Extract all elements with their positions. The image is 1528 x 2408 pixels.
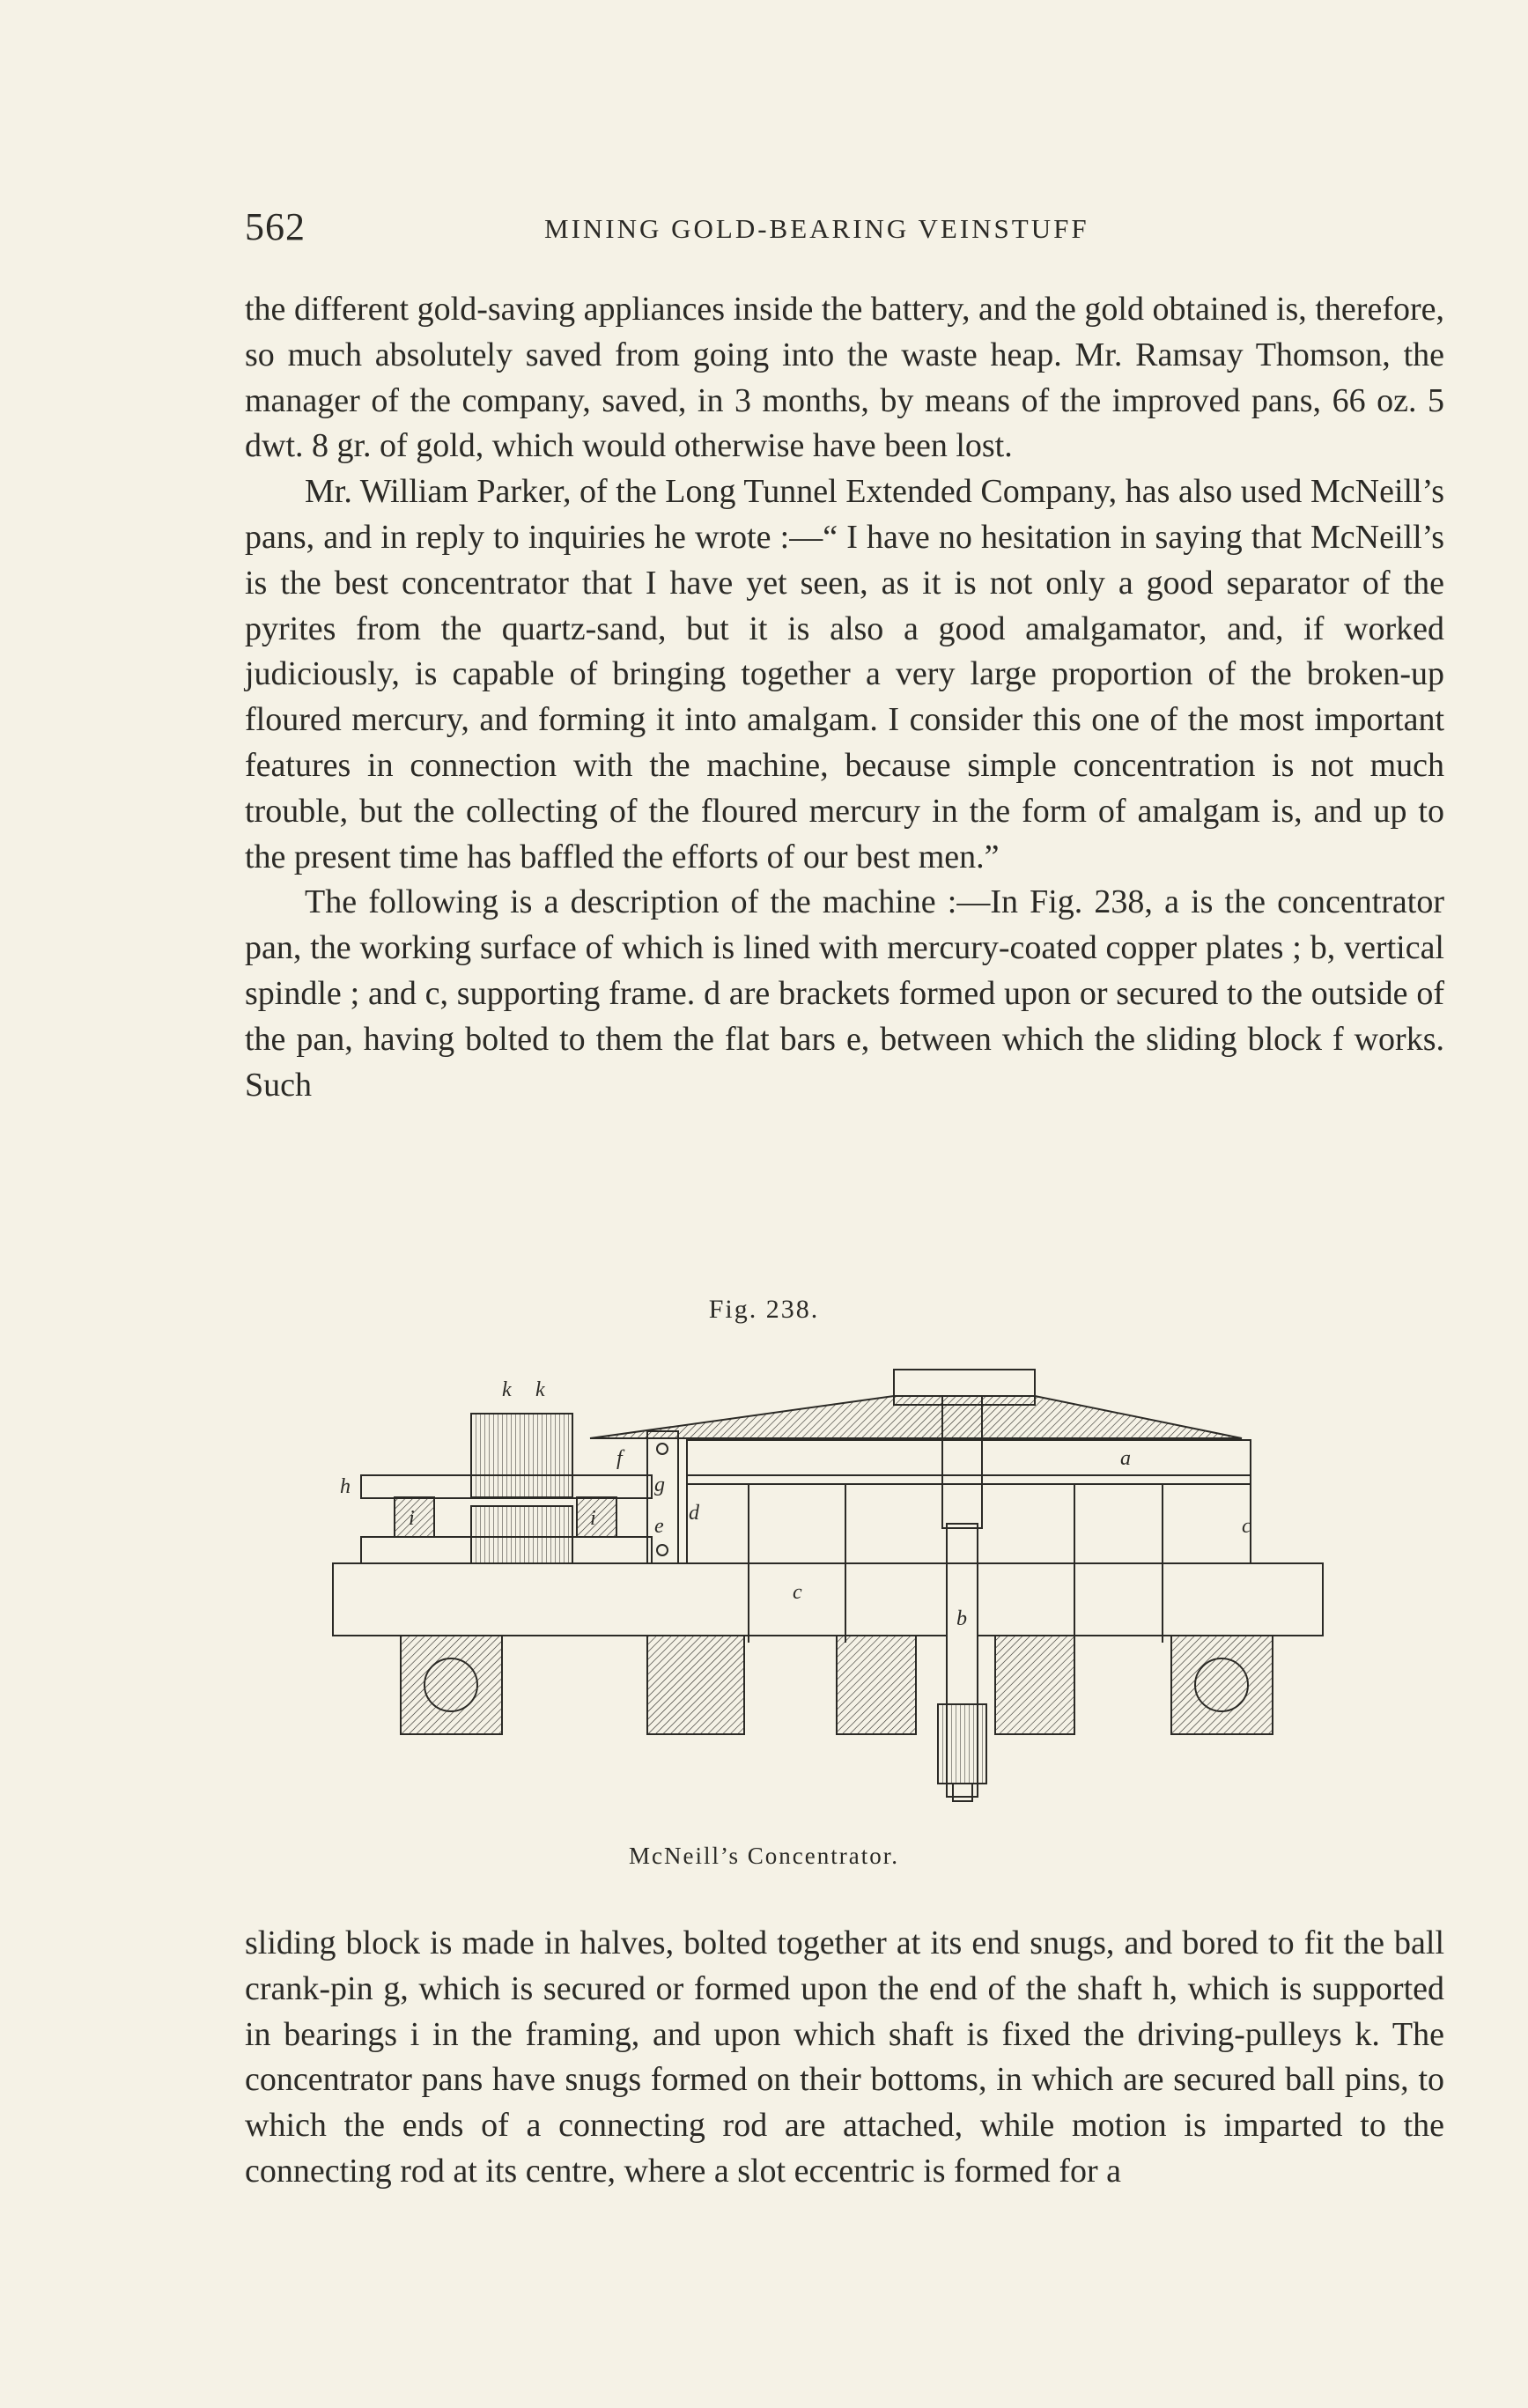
paragraph: Mr. William Parker, of the Long Tunnel Extended Company, has also used McNeill’s pans, and in reply to inquiries he wrote :—“ I have no hesitation in saying that McNeill’s is the best concentrator that I have yet seen, as it is not only a good separator of the pyrites from the quartz-sand, but it is also a good amalgamator, and, if worked judiciously, is capable of bringing together a very large proportion of the broken-up floured mercury, and forming it into amalgam. I consider this one of the most important features in connection with the machine, because simple concentration is not much trouble, but the collecting of the floured mercury in the form of amalgam is, and up to the present time has baffled the efforts of our best men.”: [245, 473, 1444, 875]
figure-caption: McNeill’s Concentrator.: [629, 1843, 899, 1869]
text-block-bottom: [245, 1921, 1444, 2195]
label-f: f: [616, 1447, 623, 1470]
paragraph: the different gold-saving appliances inside the battery, and the gold obtained is, therefore, so much absolutely saved from going into the waste heap. Mr. Ramsay Thomson, the manager of the company, saved, in 3 months, by means of the improved pans, 66 oz. 5 dwt. 8 gr. of gold, which would otherwise have been lost.: [245, 291, 1444, 465]
label-b: b: [956, 1607, 967, 1630]
bearing: [577, 1497, 616, 1537]
driving-pulley: [471, 1506, 572, 1563]
label-i: i: [409, 1507, 415, 1530]
page-number: 562: [245, 205, 306, 248]
label-k: k: [502, 1378, 512, 1401]
label-c: c: [1242, 1515, 1251, 1538]
label-i: i: [590, 1507, 596, 1530]
label-k: k: [535, 1378, 545, 1401]
label-g: g: [654, 1474, 665, 1496]
paragraph: The following is a description of the machine :—In Fig. 238, a is the concentrator pan, the working surface of which is lined with mercury-coated copper plates ; b, vertical spindle ; and c, supporting frame. d are brackets formed upon or secured to the outside of the pan, having bolted to them the flat bars e, between which the sliding block f works. Such: [245, 883, 1444, 1104]
running-title: MINING GOLD-BEARING VEINSTUFF: [544, 213, 1089, 244]
support-block: [1171, 1636, 1273, 1734]
label-h: h: [340, 1475, 351, 1498]
support-block: [647, 1636, 744, 1734]
support-block: [837, 1636, 916, 1734]
label-a: a: [1120, 1447, 1131, 1470]
page-header: [245, 204, 1444, 257]
concentrator-pan: [687, 1440, 1251, 1484]
figure-number: Fig. 238.: [708, 1295, 820, 1324]
label-c: c: [793, 1581, 802, 1604]
support-block: [401, 1636, 502, 1734]
text-block-top: [245, 287, 1444, 1108]
driving-pulley: [471, 1414, 572, 1497]
label-e: e: [654, 1515, 664, 1538]
support-block: [995, 1636, 1074, 1734]
label-d: d: [689, 1502, 699, 1525]
paragraph: sliding block is made in halves, bolted together at its end snugs, and bored to fit the ball crank-pin g, which is secured or formed upon the end of the shaft h, which is supported in bearings i in the framing, and upon which shaft is fixed the driving-pulleys k. The concentrator pans have snugs formed on their bottoms, in which are secured ball pins, to which the ends of a connecting rod are attached, while motion is imparted to the connecting rod at its centre, where a slot eccentric is formed for a: [245, 1924, 1444, 2190]
base-beam: [333, 1563, 1323, 1636]
concentrator-diagram: [326, 1361, 1330, 1819]
